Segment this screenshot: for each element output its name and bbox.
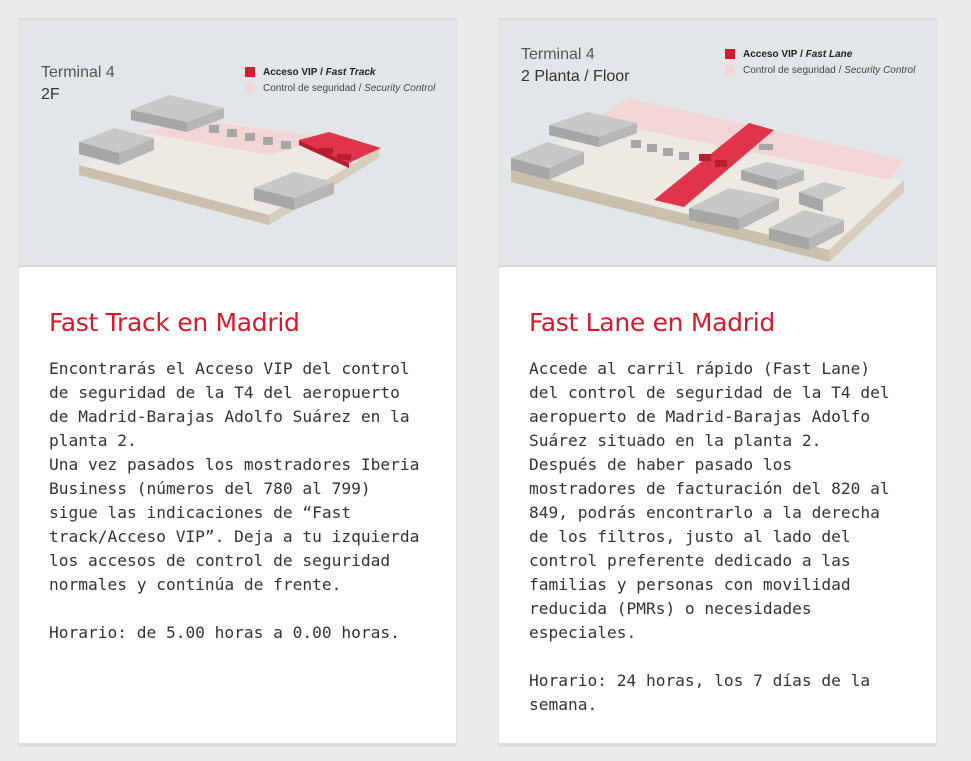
legend-vip-text: Acceso VIP / xyxy=(743,48,806,60)
vip-swatch xyxy=(245,67,255,77)
floor-plan-illustration xyxy=(19,20,456,265)
terminal-map xyxy=(19,20,456,267)
legend-vip-em: Fast Lane xyxy=(805,48,853,60)
floor-label: 2F xyxy=(41,86,60,103)
security-swatch xyxy=(245,83,255,93)
map-title xyxy=(521,44,630,88)
card-title: Fast Lane en Madrid xyxy=(529,308,775,337)
legend-security-em: Security Control xyxy=(364,82,436,94)
card-description: Encontrarás el Acceso VIP del control de seguridad de la T4 del aeropuerto de Madrid-Barajas Adolfo Suárez en la planta 2. Una vez pasados los mostradores Iberia Business (números del 780 al 799) sigue las indicaciones de “Fast track/Acceso VIP”. Deja a tu izquierda los accesos de control de seguridad normales y continúa de frente. xyxy=(49,359,420,594)
legend-security xyxy=(245,80,435,96)
card-title: Fast Track en Madrid xyxy=(49,308,300,337)
floor-label: 2 Planta / Floor xyxy=(521,68,630,85)
legend-vip xyxy=(725,46,915,62)
terminal-map xyxy=(499,20,936,267)
card-hours: Horario: 24 horas, los 7 días de la semana. xyxy=(529,671,871,714)
legend-vip-em: Fast Track xyxy=(325,66,376,78)
legend-vip xyxy=(245,64,435,80)
legend-security-em: Security Control xyxy=(844,64,916,76)
map-legend xyxy=(725,46,915,78)
vip-swatch xyxy=(725,49,735,59)
fast-track-card xyxy=(19,18,456,745)
terminal-label: Terminal 4 xyxy=(521,46,595,63)
map-title xyxy=(41,62,115,106)
legend-vip-text: Acceso VIP / xyxy=(263,66,326,78)
security-swatch xyxy=(725,65,735,75)
terminal-label: Terminal 4 xyxy=(41,64,115,81)
card-description: Accede al carril rápido (Fast Lane) del control de seguridad de la T4 del aeropuerto de Madrid-Barajas Adolfo Suárez situado en la planta 2. Después de haber pasado los mostradores de facturación del 820 al 849, podrás encontrarlo a la derecha de los filtros, justo al lado del control preferente dedicado a las familias y personas con movilidad reducida (PMRs) o necesidades especiales. xyxy=(529,359,890,642)
card-hours: Horario: de 5.00 horas a 0.00 horas. xyxy=(49,623,400,642)
card-content xyxy=(49,307,429,645)
legend-security xyxy=(725,62,915,78)
legend-security-text: Control de seguridad / xyxy=(743,64,845,76)
legend-security-text: Control de seguridad / xyxy=(263,82,365,94)
fast-lane-card xyxy=(499,18,936,745)
map-legend xyxy=(245,64,435,96)
card-content xyxy=(529,307,909,717)
